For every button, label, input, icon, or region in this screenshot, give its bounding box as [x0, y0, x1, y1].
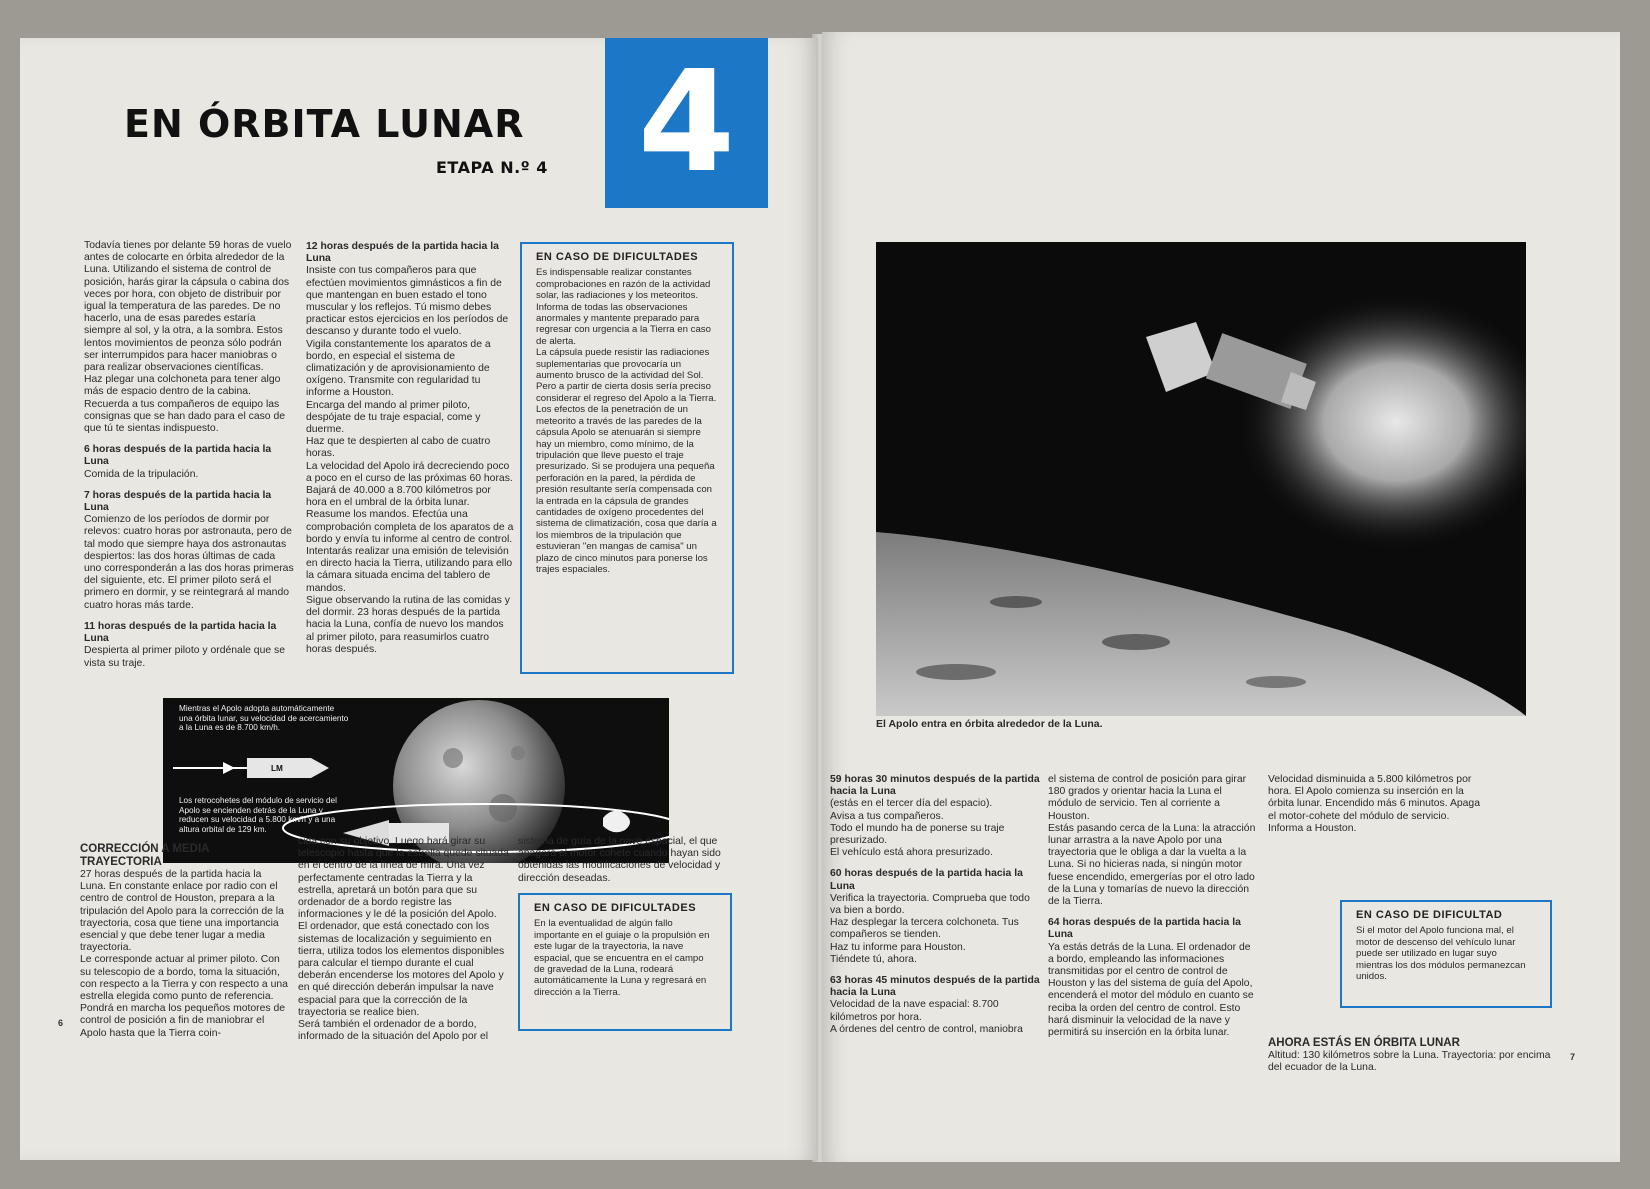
stage-subtitle: ETAPA N.º 4 [436, 158, 548, 177]
final-text: Altitud: 130 kilómetros sobre la Luna. Trayectoria: por encima del ecuador de la Luna. [1268, 1050, 1551, 1074]
page-number: 6 [58, 1018, 64, 1028]
paragraph: Estás pasando cerca de la Luna: la atracción lunar arrastra a la nave Apolo por una trayectoria que le obliga a dar la vuelta a la Luna. Si no hicieras nada, si ningún motor fuese encendido, emergerías por el otro lado de la Luna y tomarías de nuevo la dirección de la Tierra. [1048, 822, 1256, 908]
stage-number-badge: 4 [605, 38, 768, 208]
section-title: CORRECCIÓN A MEDIA TRAYECTORIA [80, 843, 210, 868]
text-column-1 [830, 774, 1040, 1036]
paragraph: Despierta al primer piloto y ordénale que se vista su traje. [84, 645, 285, 669]
lm-label: LM [271, 764, 283, 773]
left-page [20, 38, 818, 1160]
paragraph: cida con su objetivo. Luego hará girar su telescopio hasta que la estrella quede situada en el centro de la línea de mira. Una vez perfectamente centradas la Tierra y la estrella, apretará un botón para que su ordenador de a bordo registre las informaciones y le dé la posición del Apolo. [298, 836, 509, 921]
difficulties-box-2 [518, 893, 732, 1031]
diagram-label-retro: Los retrocohetes del módulo de servicio del Apolo se encienden detrás de la Luna y reducen su velocidad a 5.800 km/h y a una altura orbital de 129 km. [179, 796, 337, 834]
section-heading: 7 horas después de la partida hacia la Luna [84, 489, 272, 514]
paragraph: sistema de guía de la nave espacial, el que apagará el motor cohete cuando hayan sido obtenidas las modificaciones de velocidad y dirección deseadas. [518, 836, 721, 884]
final-status [1268, 1037, 1562, 1074]
text-column-3 [1268, 774, 1482, 835]
paragraph: Haz plegar una colchoneta para tener algo más de espacio dentro de la cabina. [84, 374, 281, 398]
paragraph: Sigue observando la rutina de las comidas y del dormir. 23 horas después de la partida hacia la Luna, confía de nuevo los mandos al primer piloto, para reasumirlos cuatro horas después. [306, 594, 510, 655]
paragraph: Avisa a tus compañeros. [830, 810, 944, 822]
paragraph: Haz que te despierten al cabo de cuatro horas. [306, 436, 491, 460]
paragraph: Todo el mundo ha de ponerse su traje presurizado. [830, 822, 1005, 847]
paragraph: La velocidad del Apolo irá decreciendo poco a poco en el curso de las próximas 60 horas. Bajará de 40.000 a 8.700 kilómetros por hora en el umbral de la órbita lunar. [306, 460, 513, 509]
paragraph: Todavía tienes por delante 59 horas de vuelo antes de colocarte en órbita alrededor de la Luna. Utilizando el sistema de control de posición, harás girar la cápsula o cabina dos veces por hora, con objeto de distribuir por igual la temperatura de las paredes. De no hacerlo, una de esas paredes estaría siempre al sol, y la otra, a la sombra. Estos lentos movimientos de peonza sólo podrán ser interrumpidos para hacer maniobras o para realizar observaciones científicas. [84, 240, 292, 374]
box-body [536, 267, 718, 575]
box-title: EN CASO DE DIFICULTAD [1356, 909, 1503, 921]
final-heading: AHORA ESTÁS EN ÓRBITA LUNAR [1268, 1037, 1460, 1049]
box-title: EN CASO DE DIFICULTADES [536, 251, 699, 263]
text-column-4 [298, 836, 510, 1043]
box-paragraph: Es indispensable realizar constantes comprobaciones en razón de la actividad solar, las radiaciones y los meteoritos. Informa de todas las observaciones anormales y mantente preparado para regresar con urgencia a la Tierra en caso de alerta. [536, 267, 711, 347]
paragraph: Insiste con tus compañeros para que efectúen movimientos gimnásticos a fin de que mantengan en buen estado el tono muscular y los reflejos. Tú mismo debes practicar estos ejercicios en los períodos de descanso y durante todo el vuelo. [306, 265, 509, 338]
paragraph: 27 horas después de la partida hacia la Luna. En constante enlace por radio con el centro de control de Houston, prepara a la tripulación del Apolo para la corrección de la trayectoria, cosa que tiene una importancia esencial y que debe tener lugar a media trayectoria. [80, 869, 284, 954]
paragraph: Reasume los mandos. Efectúa una comprobación completa de los aparatos de a bordo y envía tu informe al centro de control. Intentarás realizar una emisión de televisión en directo hacia la Tierra, utilizando para ello la cámara situada encima del tablero de mandos. [306, 509, 514, 594]
paragraph: Comienzo de los períodos de dormir por relevos: cuatro horas por astronauta, pero de tal modo que siempre haya dos astronautas despiertos: las dos horas últimas de cada uno corresponderán a las dos horas primeras del siguiente, etc. El primer piloto será el primero en dormir, y se reintegrará al mando cuatro horas más tarde. [84, 514, 294, 611]
paragraph: Velocidad de la nave espacial: 8.700 kilómetros por hora. [830, 999, 999, 1023]
paragraph: Comida de la tripulación. [84, 468, 199, 480]
paragraph: El vehículo está ahora presurizado. [830, 847, 993, 859]
paragraph: Haz desplegar la tercera colchoneta. Tus compañeros se tienden. [830, 917, 1019, 941]
box-body [534, 918, 716, 998]
paragraph: Haz tu informe para Houston. [830, 941, 966, 953]
paragraph: A órdenes del centro de control, maniobra [830, 1023, 1023, 1035]
section-heading: 59 horas 30 minutos después de la partida hacia la Luna [830, 774, 1040, 798]
right-page [822, 32, 1620, 1162]
section-heading: 63 horas 45 minutos después de la partida hacia la Luna [830, 975, 1040, 999]
paragraph: (estás en el tercer día del espacio). [830, 798, 993, 810]
text-column-2 [306, 241, 514, 656]
apollo-photo [876, 242, 1526, 716]
section-heading: 6 horas después de la partida hacia la Luna [84, 444, 272, 468]
paragraph: Velocidad disminuida a 5.800 kilómetros por hora. El Apolo comienza su inserción en la órbita lunar. Encendido más 6 minutos. Apaga el motor-cohete del módulo de servicio. Informa a Houston. [1268, 774, 1480, 834]
paragraph: El ordenador, que está conectado con los sistemas de localización y seguimiento en tierra, utiliza todos los elementos disponibles para calcular el tiempo durante el cual deberán encenderse los motores del Apolo y en qué dirección deberán impulsar la nave espacial para que la corrección de la trayectoria se realice bien. [298, 921, 505, 1018]
paragraph: Vigila constantemente los aparatos de a bordo, en especial el sistema de climatización y de aprovisionamiento de oxígeno. Transmite con regularidad tu informe a Houston. [306, 338, 491, 399]
text-column-3 [80, 843, 290, 1040]
section-heading: 60 horas después de la partida hacia la Luna [830, 868, 1023, 892]
apollo-photo-graphic [876, 242, 1526, 716]
section-heading: 64 horas después de la partida hacia la Luna [1048, 917, 1241, 941]
difficulties-box [520, 242, 734, 674]
text-column-2 [1048, 774, 1258, 1039]
paragraph: Será también el ordenador de a bordo, informado de la situación del Apolo por el [298, 1019, 489, 1043]
paragraph: Encarga del mando al primer piloto, despójate de tu traje espacial, come y duerme. [306, 399, 481, 436]
section-heading: 11 horas después de la partida hacia la Luna [84, 620, 277, 645]
box-paragraph: Si el motor del Apolo funciona mal, el motor de descenso del vehículo lunar puede ser utilizado en lugar suyo mientras los dos módulos permanezcan unidos. [1356, 925, 1526, 983]
paragraph: Recuerda a tus compañeros de equipo las consignas que se han dado para el caso de que tú te sientas indispuesto. [84, 398, 286, 435]
paragraph: Verifica la trayectoria. Comprueba que todo va bien a bordo. [830, 892, 1030, 917]
box-paragraph: La cápsula puede resistir las radiaciones suplementarias que provocaría un aumento brusco de la actividad del Sol. Pero a partir de cierta dosis sería preciso considerar el regreso del Apolo a la Tierra. Los efectos de la penetración de un meteorito a través de las paredes de la cápsula Apolo se atenuarán si siempre hay un miembro, como mínimo, de la tripulación que lleve puesto el traje presurizado. Si se produjera una pequeña perforación en la pared, la pérdida de presión resultante sería compensada con la entrada en la cápsula de grandes cantidades de oxígeno procedentes del sistema de climatización, cosa que daría a los miembros de la tripulación que estuvieran "en mangas de camisa" un plazo de cinco minutos para ponerse los trajes espaciales. [536, 347, 717, 575]
paragraph: Ya estás detrás de la Luna. El ordenador de a bordo, empleando las informaciones transmitidas por el centro de control de Houston y las del sistema de guía del Apolo, encenderá el motor del módulo en cuanto se reciba la orden del centro de control. Esto hará disminuir la velocidad de la nave y permitirá su inserción en la órbita lunar. [1048, 941, 1254, 1039]
text-column-5 [518, 836, 730, 885]
page-title: EN ÓRBITA LUNAR [124, 102, 525, 146]
box-title: EN CASO DE DIFICULTADES [534, 902, 697, 914]
paragraph: el sistema de control de posición para girar 180 grados y orientar hacia la Luna el módulo de servicio. Ten al corriente a Houston. [1048, 774, 1247, 822]
box-paragraph: En la eventualidad de algún fallo importante en el guiaje o la propulsión en este lugar de la trayectoria, la nave espacial, que se encuentra en el campo de gravedad de la Luna, rodeará automáticamente la Luna y regresará en dirección a la Tierra. [534, 918, 710, 998]
section-heading: 12 horas después de la partida hacia la Luna [306, 241, 499, 265]
page-number: 7 [1570, 1052, 1576, 1062]
difficulty-box [1340, 900, 1552, 1008]
paragraph: Le corresponde actuar al primer piloto. Con su telescopio de a bordo, toma la situación, con respecto a la Tierra y con respecto a una estrella elegida como punto de referencia. Pondrá en marcha los pequeños motores de control de posición a fin de maniobrar el Apolo hasta que la Tierra coin- [80, 954, 288, 1039]
text-column-1 [84, 240, 294, 670]
paragraph: Tiéndete tú, ahora. [830, 953, 917, 965]
diagram-label-approach: Mientras el Apolo adopta automáticamente una órbita lunar, su velocidad de acercamiento a la Luna es de 8.700 km/h. [179, 704, 349, 732]
box-body [1356, 925, 1536, 982]
photo-caption: El Apolo entra en órbita alrededor de la Luna. [876, 718, 1103, 730]
